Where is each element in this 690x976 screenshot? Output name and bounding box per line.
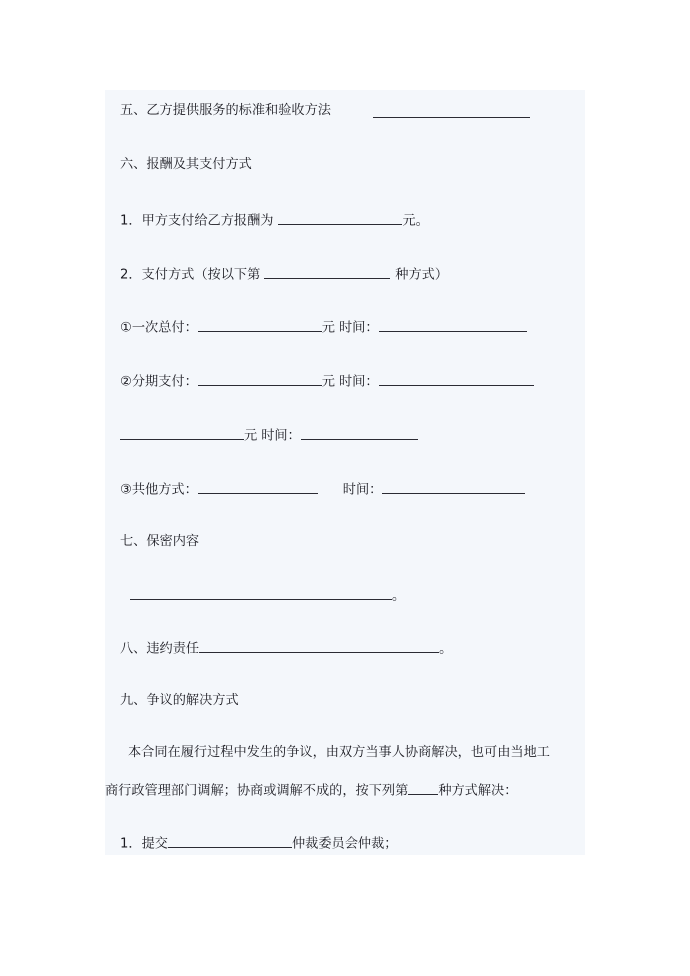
section-nine-item-1: [120, 835, 397, 851]
section-seven-content-blank[interactable]: [130, 587, 392, 600]
section-nine-paragraph-line-1: 本合同在履行过程中发生的争议，由双方当事人协商解决，也可由当地工: [128, 745, 550, 760]
section-nine-heading: 九、争议的解决方式: [120, 693, 239, 708]
payment-option-2-continuation: [120, 427, 418, 443]
section-nine-paragraph-line2-post: 种方式解决：: [438, 783, 518, 799]
section-nine-arbitration-blank[interactable]: [168, 835, 292, 848]
payment-option-2-cont-time-label: 时间：: [261, 428, 301, 444]
section-six-item2-method-blank[interactable]: [264, 266, 390, 279]
section-nine-paragraph-line2-pre: 商行政管理部门调解；协商或调解不成的，按下列第: [105, 783, 409, 799]
payment-option-3: [120, 481, 525, 497]
payment-option-1-amount-blank[interactable]: [198, 319, 322, 332]
payment-option-1-time-label: 时间：: [338, 320, 379, 336]
section-six-item-2: [120, 266, 448, 282]
section-six-item-1: [120, 212, 429, 228]
section-eight-content-blank[interactable]: [199, 640, 439, 653]
section-six-item1-post-label: 元。: [402, 213, 429, 229]
section-eight-heading: 八、违约责任: [120, 641, 200, 657]
section-five-heading: 五、乙方提供服务的标准和验收方法: [120, 103, 331, 118]
payment-option-2: [120, 373, 534, 389]
section-nine-paragraph-line-2: [105, 782, 517, 798]
payment-option-2-time-blank[interactable]: [379, 373, 534, 386]
payment-option-3-label: ③共他方式：: [120, 482, 198, 498]
section-seven-blank-end: 。: [392, 588, 406, 604]
section-six-item2-post-label: 种方式）: [395, 267, 449, 283]
payment-option-2-unit: 元: [321, 374, 335, 390]
section-nine-item1-post-label: 仲裁委员会仲裁；: [291, 836, 398, 852]
section-nine-method-number-blank[interactable]: [408, 782, 438, 795]
payment-option-1-unit: 元: [321, 320, 335, 336]
section-nine-item1-pre-label: 1．提交: [120, 836, 168, 852]
payment-option-1-time-blank[interactable]: [379, 319, 527, 332]
payment-option-1-label: ①一次总付：: [120, 320, 198, 336]
section-five-blank-rule[interactable]: [373, 117, 530, 118]
section-eight-row: [120, 640, 452, 656]
document-page: [105, 90, 585, 855]
payment-option-1: [120, 319, 527, 335]
section-six-item2-pre-label: 2．支付方式（按以下第: [120, 267, 261, 283]
payment-option-2-time-label: 时间：: [338, 374, 379, 390]
section-six-item1-amount-blank[interactable]: [278, 212, 402, 225]
payment-option-2-cont-unit: 元: [244, 428, 258, 444]
payment-option-2-label: ②分期支付：: [120, 374, 198, 390]
payment-option-3-detail-blank[interactable]: [198, 481, 318, 494]
payment-option-3-time-blank[interactable]: [382, 481, 525, 494]
section-six-heading: 六、报酬及其支付方式: [120, 157, 252, 172]
section-seven-blank-row: [130, 587, 405, 603]
section-seven-heading: 七、保密内容: [120, 534, 200, 549]
payment-option-2-cont-time-blank[interactable]: [301, 427, 418, 440]
payment-option-2-cont-amount-blank[interactable]: [120, 427, 244, 440]
section-eight-blank-end: 。: [439, 641, 453, 657]
section-six-item1-pre-label: 1．甲方支付给乙方报酬为: [120, 213, 274, 229]
payment-option-3-time-label: 时间：: [342, 482, 383, 498]
payment-option-2-amount-blank[interactable]: [198, 373, 322, 386]
